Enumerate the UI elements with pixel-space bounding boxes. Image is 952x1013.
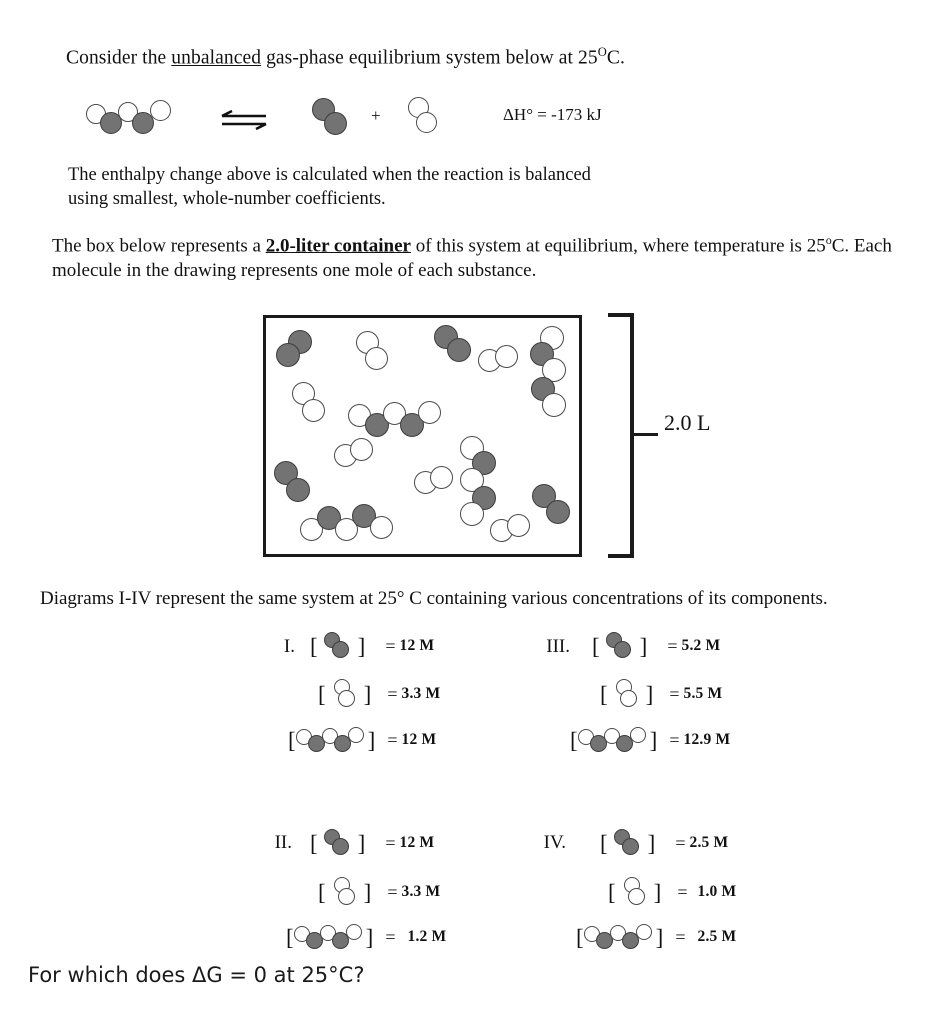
species-white-diatomic-icon: [326, 876, 364, 908]
atom-gray: [286, 478, 310, 502]
equals-sign: =: [675, 832, 686, 853]
equals-sign: =: [669, 729, 680, 750]
desc-seg1: The box below represents a: [52, 235, 266, 257]
intro-text-before: Consider the: [66, 47, 172, 69]
plus-sign: +: [371, 106, 381, 125]
bracket-open: [: [576, 924, 584, 950]
diagram-II-gray-concentration: 12 M: [399, 834, 435, 851]
atom-white: [630, 727, 646, 743]
atom-white: [338, 690, 355, 707]
species-white-diatomic-icon: [326, 678, 364, 710]
atom-gray: [332, 641, 349, 658]
diagram-IV-pentatomic-concentration: 2.5 M: [697, 928, 737, 945]
bracket-close: ]: [363, 879, 372, 905]
degree-symbol-inline: °: [396, 588, 405, 609]
atom-white: [620, 690, 637, 707]
equals-sign: =: [675, 926, 686, 947]
atom-white: [416, 112, 437, 133]
atom-white: [628, 888, 645, 905]
diagram-III-row-pentatomic: [570, 726, 730, 754]
molecule-white-diatomic: [334, 438, 378, 470]
bracket-open: [: [310, 633, 318, 659]
bracket-close: ]: [363, 681, 372, 707]
degree-symbol-small: o: [825, 233, 832, 247]
bracket-close: ]: [365, 924, 374, 950]
species-white-diatomic-icon: [608, 678, 646, 710]
bracket-open: [: [592, 633, 600, 659]
atom-gray: [546, 500, 570, 524]
container-contents: [266, 318, 579, 554]
product-white-diatomic-molecule: [408, 97, 448, 139]
equilibrium-arrow-icon: [218, 108, 270, 132]
atom-white: [460, 502, 484, 526]
container-description: [52, 228, 932, 283]
degree-symbol: O: [597, 45, 607, 59]
species-gray-diatomic-icon: [318, 828, 358, 858]
reactant-pentatomic-molecule: [86, 100, 181, 138]
molecule-gray-diatomic: [276, 330, 318, 372]
atom-white: [365, 347, 388, 370]
atom-white: [495, 345, 518, 368]
bracket-middle-tick: [630, 433, 658, 436]
diagram-IV-row-white-diatomic: [608, 876, 736, 908]
diagram-II-pentatomic-concentration: 1.2 M: [407, 928, 447, 945]
atom-white: [636, 924, 652, 940]
intro-underlined-word: unbalanced: [171, 47, 262, 69]
container-volume-emphasis: 2.0-liter container: [265, 235, 411, 257]
diagram-I-gray-concentration: 12 M: [399, 637, 435, 654]
desc-seg2: of this system at equilibrium, where temperature is 25: [410, 235, 826, 257]
atom-gray: [332, 838, 349, 855]
molecule-white-diatomic: [414, 466, 458, 496]
diagram-I-row-pentatomic: [288, 726, 436, 754]
equals-sign: =: [669, 683, 680, 704]
diagram-II-white-concentration: 3.3 M: [401, 883, 441, 900]
enthalpy-value: ΔH° = -173 kJ: [503, 105, 602, 124]
atom-gray: [324, 112, 347, 135]
atom-white: [507, 514, 530, 537]
equals-sign: =: [385, 635, 396, 656]
species-pentatomic-icon: [296, 726, 368, 754]
diagram-III-row-white-diatomic: [600, 678, 722, 710]
molecule-pentatomic-chain: [524, 326, 570, 418]
diagram-IV-white-concentration: 1.0 M: [697, 883, 737, 900]
diagram-III-white-concentration: 5.5 M: [683, 685, 723, 702]
equals-sign: =: [667, 635, 678, 656]
bracket-open: [: [288, 727, 296, 753]
species-pentatomic-icon: [578, 726, 650, 754]
diagrams-intro-seg2: C containing various concentrations of its components.: [404, 588, 828, 609]
container-description-line2: molecule in the drawing represents one mole of each substance.: [52, 260, 537, 282]
bracket-open: [: [608, 879, 616, 905]
diagram-IV-row-gray-diatomic: [600, 828, 728, 858]
diagram-II-row-white-diatomic: [318, 876, 440, 908]
atom-white: [370, 516, 393, 539]
diagram-II-row-gray-diatomic: [310, 828, 434, 858]
diagrams-intro-seg1: Diagrams I-IV represent the same system at 25: [40, 588, 397, 609]
diagram-IV-row-pentatomic: [576, 923, 736, 951]
atom-white: [150, 100, 171, 121]
bracket-close: ]: [649, 727, 658, 753]
atom-white: [430, 466, 453, 489]
bracket-top-arm: [608, 313, 634, 317]
bracket-open: [: [600, 830, 608, 856]
equals-sign: =: [385, 832, 396, 853]
bracket-close: ]: [645, 681, 654, 707]
diagram-I-row-gray-diatomic: [310, 631, 434, 661]
diagram-IV-gray-concentration: 2.5 M: [689, 834, 729, 851]
bracket-close: ]: [655, 924, 664, 950]
diagram-II-label: II.: [274, 832, 292, 853]
atom-white: [350, 438, 373, 461]
equals-sign: =: [387, 881, 398, 902]
atom-white: [348, 727, 364, 743]
equals-sign: =: [385, 926, 396, 947]
container-description-line1: [52, 228, 932, 258]
bracket-close: ]: [647, 830, 656, 856]
bracket-open: [: [318, 681, 326, 707]
volume-label: 2.0 L: [664, 410, 711, 435]
diagram-III-pentatomic-concentration: 12.9 M: [683, 731, 731, 748]
species-gray-diatomic-icon: [608, 828, 648, 858]
desc-seg3: C. Each: [831, 235, 892, 257]
atom-white: [542, 393, 566, 417]
molecule-gray-diatomic: [532, 484, 576, 528]
equals-sign: =: [387, 729, 398, 750]
bracket-open: [: [570, 727, 578, 753]
molecule-gray-diatomic: [434, 325, 476, 367]
bracket-bottom-arm: [608, 554, 634, 558]
diagrams-intro: [40, 588, 828, 610]
enthalpy-note-line2: using smallest, whole-number coefficients.: [68, 189, 386, 209]
bracket-open: [: [310, 830, 318, 856]
bracket-close: ]: [639, 633, 648, 659]
molecule-white-diatomic: [356, 331, 396, 375]
species-gray-diatomic-icon: [318, 631, 358, 661]
diagram-II-row-pentatomic: [286, 923, 446, 951]
atom-white: [302, 399, 325, 422]
bracket-close: ]: [653, 879, 662, 905]
diagram-I-row-white-diatomic: [318, 678, 440, 710]
diagram-III-label: III.: [546, 636, 570, 657]
bracket-open: [: [286, 924, 294, 950]
intro-text-end: C.: [606, 47, 625, 69]
species-gray-diatomic-icon: [600, 631, 640, 661]
enthalpy-note: [68, 163, 688, 211]
enthalpy-note-line1: The enthalpy change above is calculated when the reaction is balanced: [68, 165, 591, 185]
molecule-gray-diatomic: [274, 461, 316, 505]
molecule-white-diatomic: [490, 514, 534, 544]
intro-sentence: [66, 45, 625, 70]
diagram-III-row-gray-diatomic: [592, 631, 720, 661]
volume-bracket: [604, 313, 650, 558]
species-pentatomic-icon: [294, 923, 366, 951]
intro-text-after: gas-phase equilibrium system below at 25: [261, 47, 598, 69]
bracket-open: [: [600, 681, 608, 707]
product-gray-diatomic-molecule: [312, 98, 352, 138]
molecule-white-diatomic: [292, 382, 334, 426]
diagram-III-gray-concentration: 5.2 M: [681, 637, 721, 654]
equals-sign: =: [677, 881, 688, 902]
atom-gray: [614, 641, 631, 658]
final-question: For which does ΔG = 0 at 25°C?: [28, 963, 365, 987]
species-white-diatomic-icon: [616, 876, 654, 908]
species-pentatomic-icon: [584, 923, 656, 951]
bracket-open: [: [318, 879, 326, 905]
atom-gray: [622, 838, 639, 855]
diagram-I-pentatomic-concentration: 12 M: [401, 731, 437, 748]
diagram-I-label: I.: [283, 636, 295, 657]
atom-white: [418, 401, 441, 424]
atom-white: [346, 924, 362, 940]
bracket-close: ]: [357, 633, 366, 659]
bracket-close: ]: [357, 830, 366, 856]
atom-white: [338, 888, 355, 905]
bracket-close: ]: [367, 727, 376, 753]
atom-gray: [276, 343, 300, 367]
atom-gray: [447, 338, 471, 362]
equals-sign: =: [387, 683, 398, 704]
equilibrium-container-box: [263, 315, 582, 557]
molecule-pentatomic-chain: [348, 401, 440, 439]
molecule-white-diatomic: [478, 345, 522, 373]
diagram-IV-label: IV.: [543, 832, 566, 853]
molecule-pentatomic-chain: [300, 504, 392, 542]
diagram-I-white-concentration: 3.3 M: [401, 685, 441, 702]
